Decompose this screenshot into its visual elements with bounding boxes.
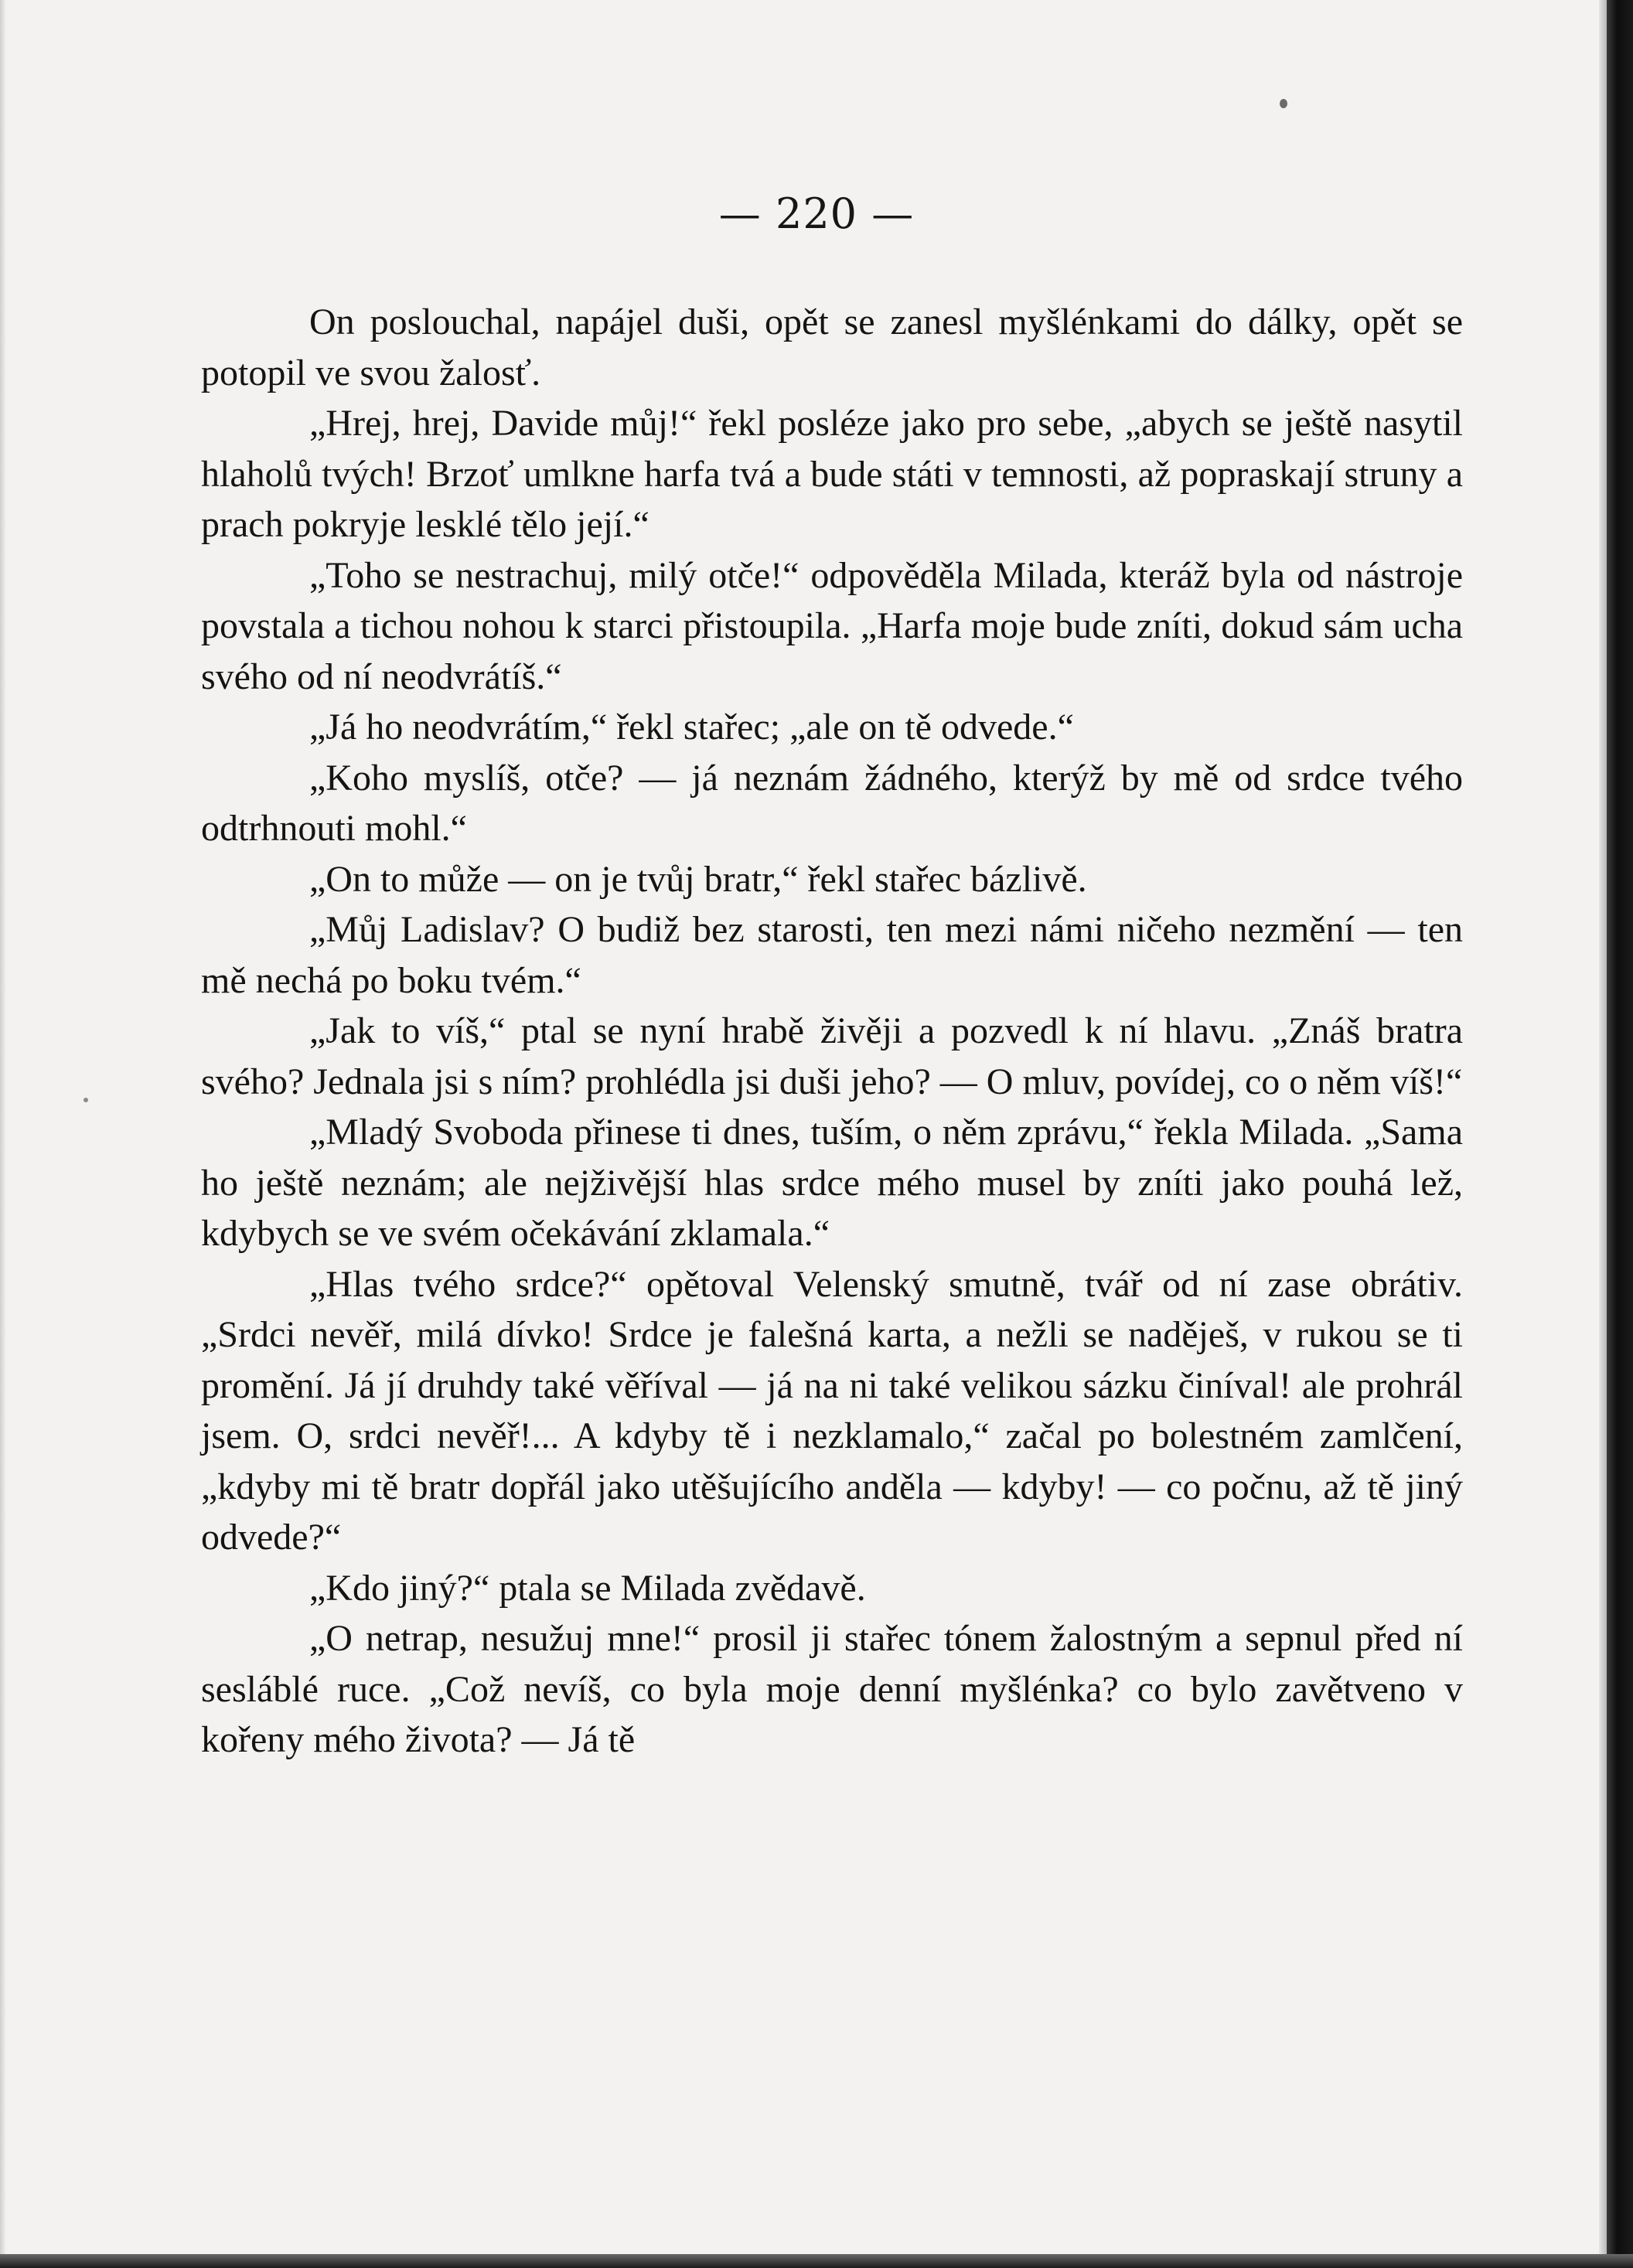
ink-speck xyxy=(84,1098,88,1102)
paragraph: „Můj Ladislav? O budiž bez starosti, ten mezi námi ničeho nezmění — ten mě nechá po boku tvém.“ xyxy=(201,909,1463,1001)
paragraph: „Jak to víš,“ ptal se nyní hrabě živěji a pozvedl k ní hlavu. „Znáš bratra svého? Jednala jsi s ním? prohlédla jsi duši jeho? — O mluv, povídej, co o něm víš!“ xyxy=(201,1010,1463,1102)
ink-speck xyxy=(1280,99,1287,108)
paragraph: „O netrap, nesužuj mne!“ prosil ji stařec tónem žalostným a sepnul před ní sesláblé ruce. „Což nevíš, co byla moje denní myšlénka? co bylo zavětveno v kořeny mého života? — Já tě xyxy=(201,1618,1463,1760)
paragraph: „On to může — on je tvůj bratr,“ řekl stařec bázlivě. xyxy=(309,858,1087,900)
paragraph: „Hrej, hrej, Davide můj!“ řekl posléze jako pro sebe, „abych se ještě nasytil hlaholů tvých! Brzoť umlkne harfa tvá a bude státi v temnosti, až popraskají struny a prach pokryje lesklé tělo její.“ xyxy=(201,403,1463,545)
page-right-edge-shadow xyxy=(1607,0,1633,2268)
paragraph: „Já ho neodvrátím,“ řekl stařec; „ale on tě odvede.“ xyxy=(309,707,1074,747)
page-left-edge-shadow xyxy=(0,0,6,2268)
paragraph: „Koho myslíš, otče? — já neznám žádného, kterýž by mě od srdce tvého odtrhnouti mohl.“ xyxy=(201,757,1463,849)
paragraph: „Mladý Svoboda přinese ti dnes, tuším, o něm zprávu,“ řekla Milada. „Sama ho ještě neznám; ale nejživější hlas srdce mého musel by zníti jako pouhá lež, kdybych se ve svém očekávání zklamala.“ xyxy=(201,1112,1463,1254)
page-right-edge-light xyxy=(1599,0,1607,2268)
paragraph: On poslouchal, napájel duši, opět se zanesl myšlénkami do dálky, opět se potopil ve svou žalosť. xyxy=(201,301,1463,393)
page-bottom-edge-shadow xyxy=(0,2254,1633,2268)
paragraph: „Toho se nestrachuj, milý otče!“ odpověděla Milada, kteráž byla od nástroje povstala a tichou nohou k starci přistoupila. „Harfa moje bude zníti, dokud sám ucha svého od ní neodvrátíš.“ xyxy=(201,554,1463,697)
paragraph: „Hlas tvého srdce?“ opětoval Velenský smutně, tvář od ní zase obrátiv. „Srdci nevěř, milá dívko! Srdce je falešná karta, a nežli se naděješ, v rukou se ti promění. Já jí druhdy také věříval — já na ni také velikou sázku činíval! ale prohrál jsem. O, srdci nevěř!... A kdyby tě i nezklamalo,“ začal po bolestném zamlčení, „kdyby mi tě bratr dopřál jako utěšujícího anděla — kdyby! — co počnu, až tě jiný odvede?“ xyxy=(201,1263,1463,1558)
body-text xyxy=(201,297,1463,1766)
paragraph: „Kdo jiný?“ ptala se Milada zvědavě. xyxy=(309,1567,866,1609)
page-number: — 220 — xyxy=(718,189,915,238)
